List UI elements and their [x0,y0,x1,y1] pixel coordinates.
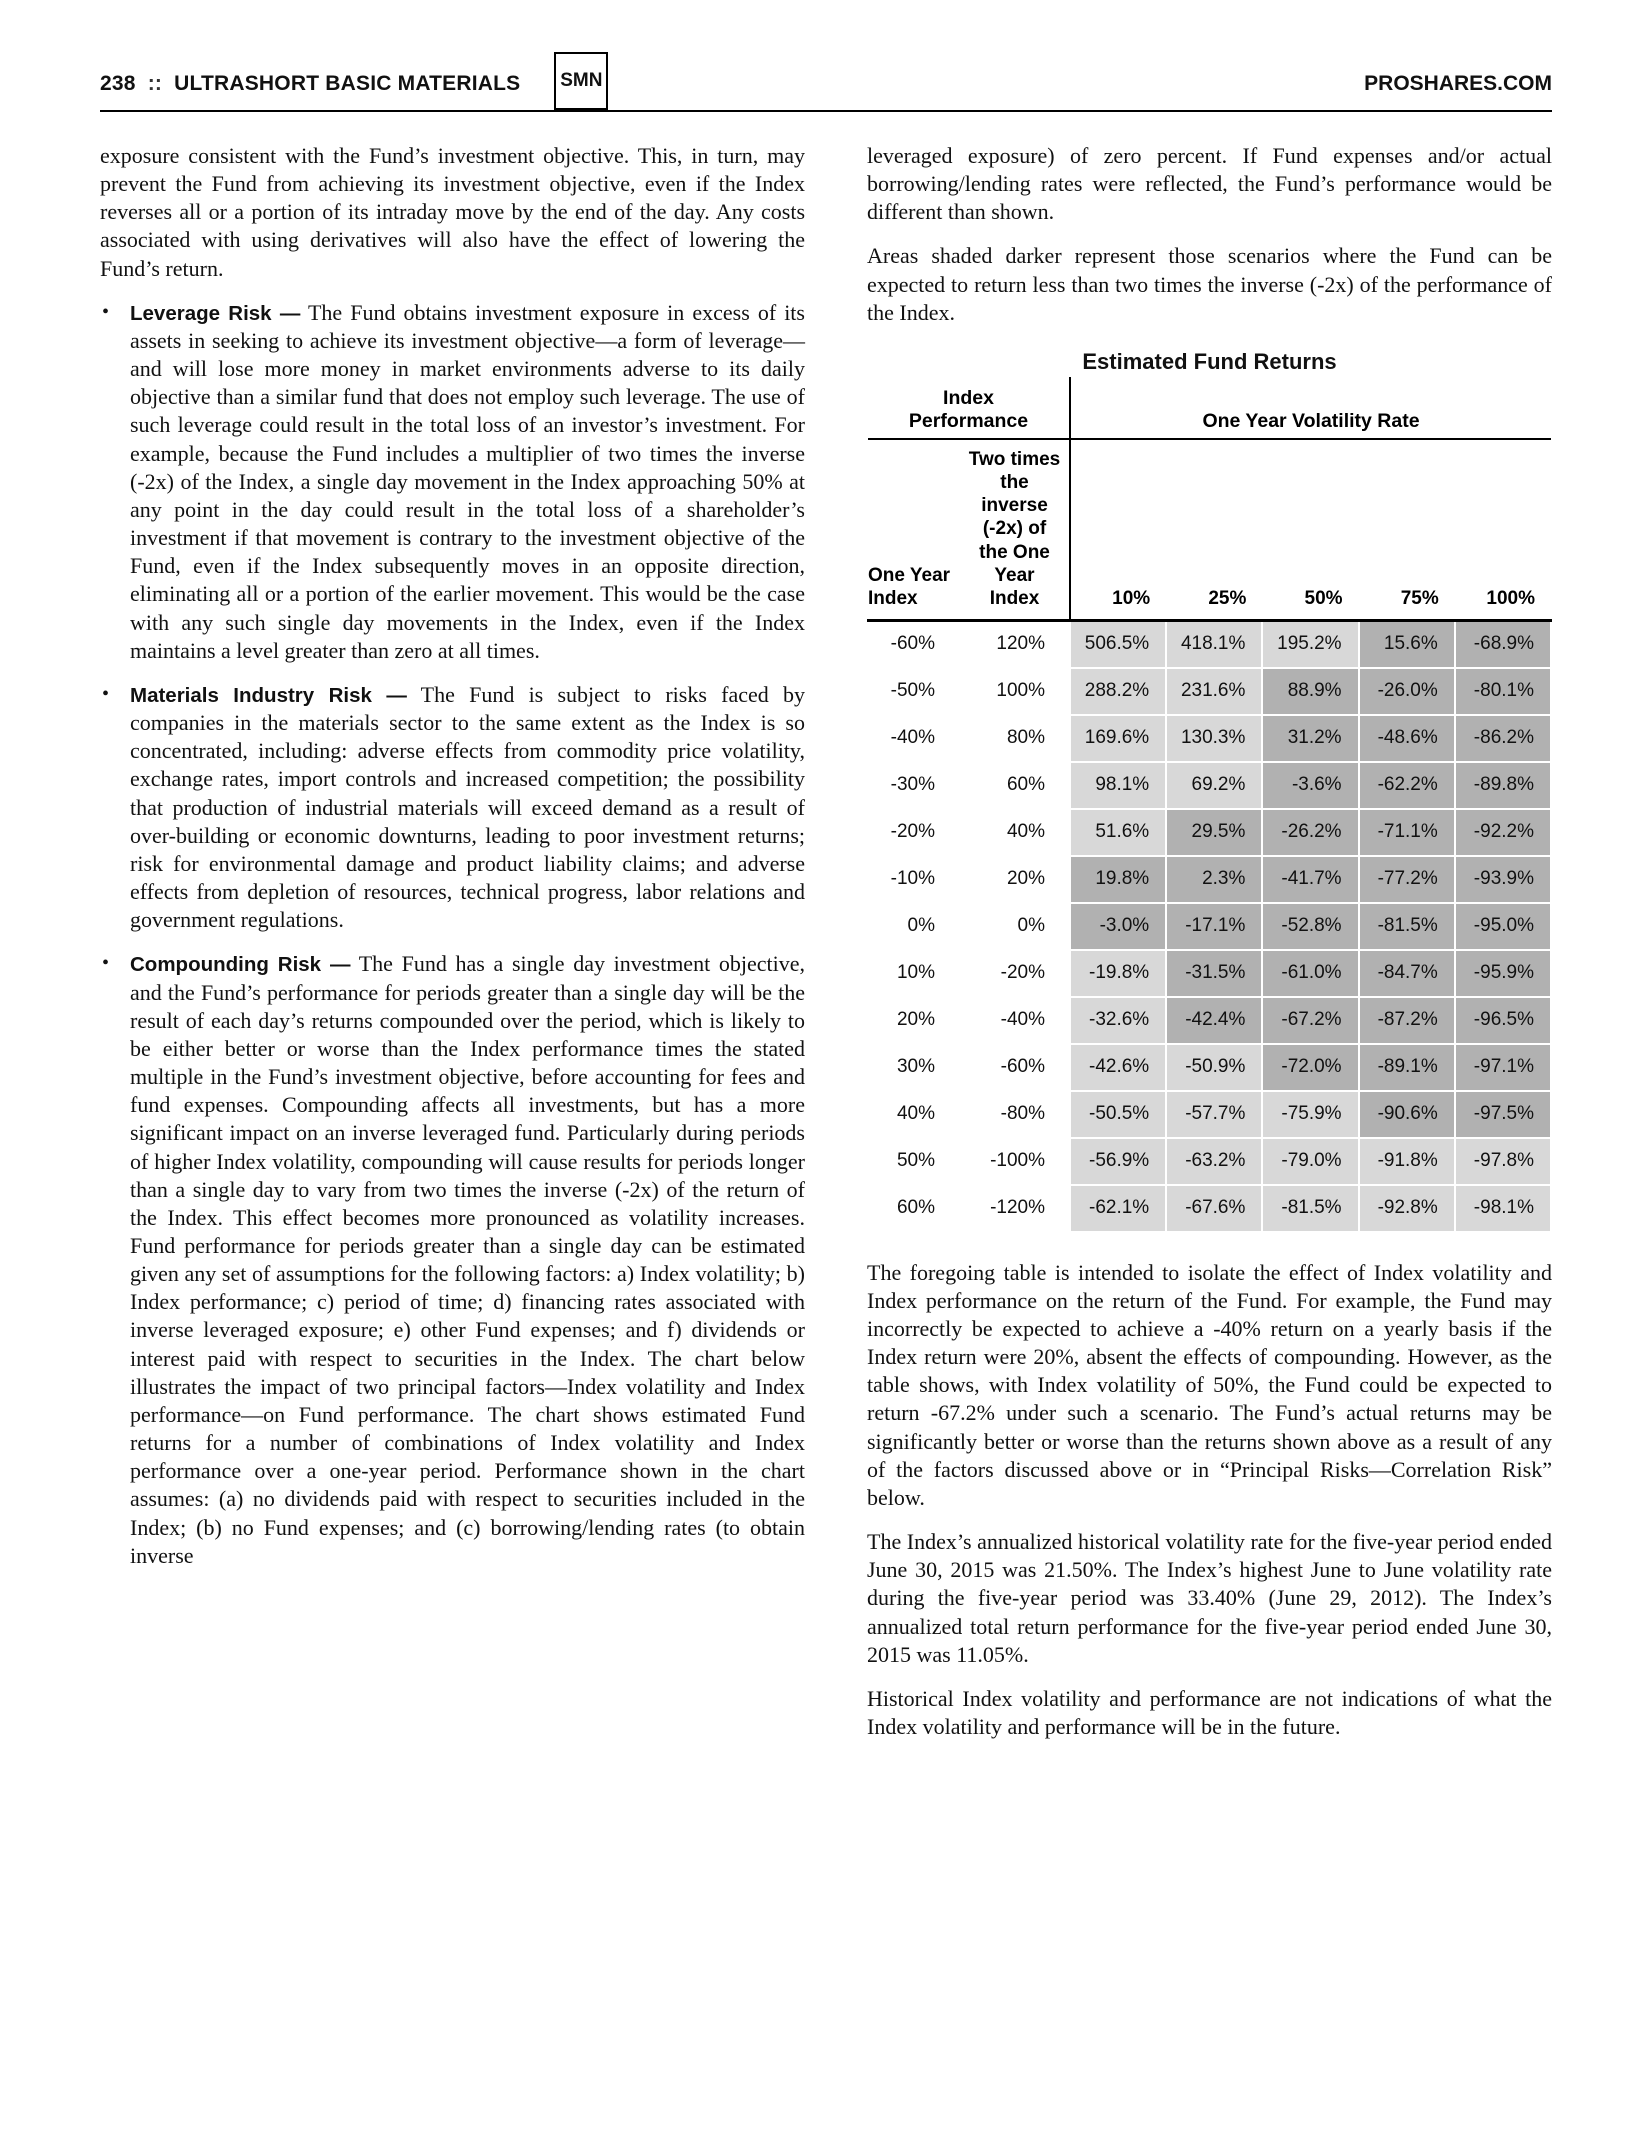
fund-returns-tbody [868,621,1551,1232]
index-performance-cell: 30% [868,1044,960,1091]
fund-return-cell: -81.5% [1359,903,1455,950]
compounding-risk-text: The Fund has a single day investment objective, and the Fund’s performance for periods greater than a single day will be the result of each day’s returns compounded over the period, which is likely to be either better or worse than the Index performance times the stated multiple in the Fund’s investment objective, before accounting for fees and fund expenses. Compounding affects all investments, but has a more significant impact on an inverse leveraged fund. Particularly during periods of higher Index volatility, compounding will cause results for periods longer than a single day to vary from two times the inverse (-2x) of the return of the Index. This effect becomes more pronounced as volatility increases. Fund performance for periods greater than a single day can be estimated given any set of assumptions for the following factors: a) Index volatility; b) Index performance; c) period of time; d) financing rates associated with inverse leveraged exposure; e) other Fund expenses; and f) dividends or interest paid with respect to securities in the Index. The chart below illustrates the impact of two principal factors—Index volatility and Index performance—on Fund performance. The chart shows estimated Fund returns for a number of combinations of Index volatility and Index performance over a one-year period. Performance shown in the chart assumes: (a) no dividends paid with respect to securities included in the Index; (b) no Fund expenses; and (c) borrowing/lending rates (to obtain inverse [130,951,805,1568]
inverse-target-cell: 60% [960,762,1070,809]
fund-return-cell: -89.1% [1359,1044,1455,1091]
inverse-target-cell: 100% [960,668,1070,715]
table-row [868,1091,1551,1138]
bullet-icon: • [102,300,110,323]
fund-return-cell: 195.2% [1262,621,1358,668]
index-performance-cell: -10% [868,856,960,903]
fund-return-cell: -67.2% [1262,997,1358,1044]
fund-return-cell: -80.1% [1455,668,1551,715]
inverse-target-cell: 80% [960,715,1070,762]
fund-return-cell: -71.1% [1359,809,1455,856]
fund-return-cell: -26.0% [1359,668,1455,715]
index-performance-cell: -40% [868,715,960,762]
fund-return-cell: -97.8% [1455,1138,1551,1185]
compounding-risk-paragraph [130,950,805,1570]
materials-risk-text: The Fund is subject to risks faced by companies in the materials sector to the same extent as the Index is so concentrated, including: adverse effects from commodity price volatility, exchange rates, import controls and increased competition; the possibility that production of industrial materials will exceed demand as a result of over-building or economic downturns, leading to poor investment returns; risk for environmental damage and product liability claims; and adverse effects from depletion of resources, technical progress, labor relations and government regulations. [130,681,805,933]
shading-note-paragraph: Areas shaded darker represent those scenarios where the Fund can be expected to return less than two times the inverse (-2x) of the performance of the Index. [867,243,1552,325]
fund-return-cell: -87.2% [1359,997,1455,1044]
fund-return-cell: -98.1% [1455,1185,1551,1232]
fund-return-cell: -86.2% [1455,715,1551,762]
fund-return-cell: 15.6% [1359,621,1455,668]
header-left [100,52,608,110]
bullet-icon: • [102,952,110,975]
left-column [100,142,805,1757]
fund-returns-table [867,377,1552,1233]
col-group-volatility-rate: One Year Volatility Rate [1070,377,1551,439]
leverage-risk-paragraph [130,299,805,665]
page-number: 238 [100,72,136,95]
fund-return-cell: 231.6% [1166,668,1262,715]
fund-return-cell: -62.1% [1070,1185,1166,1232]
col-header-one-year-index: One Year Index [868,439,960,621]
fund-return-cell: -50.5% [1070,1091,1166,1138]
table-row [868,809,1551,856]
fund-return-cell: -56.9% [1070,1138,1166,1185]
materials-risk-paragraph [130,681,805,934]
inverse-target-cell: 40% [960,809,1070,856]
fund-return-cell: -77.2% [1359,856,1455,903]
header-title-group [100,72,520,110]
column-header-row [868,439,1551,621]
fund-return-cell: -89.8% [1455,762,1551,809]
fund-return-cell: -52.8% [1262,903,1358,950]
table-row [868,621,1551,668]
page-header [100,52,1552,112]
fund-return-cell: 69.2% [1166,762,1262,809]
fund-return-cell: -31.5% [1166,950,1262,997]
inverse-target-cell: -100% [960,1138,1070,1185]
fund-return-cell: 169.6% [1070,715,1166,762]
inverse-target-cell: -120% [960,1185,1070,1232]
fund-return-cell: 418.1% [1166,621,1262,668]
col-header-two-times-inverse: Two times the inverse (-2x) of the One Year Index [960,439,1070,621]
index-performance-cell: 20% [868,997,960,1044]
fund-return-cell: 130.3% [1166,715,1262,762]
fund-return-cell: -92.8% [1359,1185,1455,1232]
materials-risk-lead: Materials Industry Risk — [130,683,407,707]
col-header-vol-10: 10% [1070,439,1166,621]
historical-volatility-paragraph: The Index’s annualized historical volatility rate for the five-year period ended June 30, 2015 was 21.50%. The Index’s highest June to June volatility rate during the five-year period was 33.40% (June 29, 2012). The Index’s annualized total return performance for the five-year period ended June 30, 2015 was 11.05%. [867,1529,1552,1667]
table-row [868,856,1551,903]
intro-paragraph: exposure consistent with the Fund’s investment objective. This, in turn, may prevent the Fund from achieving its investment objective, even if the Index reverses all or a portion of its intraday move by the end of the day. Any costs associated with using derivatives will also have the effect of lowering the Fund’s return. [100,143,805,281]
fund-return-cell: -42.6% [1070,1044,1166,1091]
fund-return-cell: -19.8% [1070,950,1166,997]
fund-return-cell: -32.6% [1070,997,1166,1044]
table-title: Estimated Fund Returns [1082,348,1337,374]
table-row [868,997,1551,1044]
fund-return-cell: -97.5% [1455,1091,1551,1138]
table-row [868,715,1551,762]
right-column [867,142,1552,1757]
ticker-box: SMN [554,52,608,110]
fund-return-cell: -90.6% [1359,1091,1455,1138]
table-row [868,1185,1551,1232]
fund-return-cell: 288.2% [1070,668,1166,715]
inverse-target-cell: 120% [960,621,1070,668]
inverse-target-cell: -60% [960,1044,1070,1091]
fund-return-cell: 506.5% [1070,621,1166,668]
fund-return-cell: -57.7% [1166,1091,1262,1138]
fund-return-cell: -3.0% [1070,903,1166,950]
index-performance-cell: 60% [868,1185,960,1232]
fund-return-cell: -42.4% [1166,997,1262,1044]
index-performance-cell: 50% [868,1138,960,1185]
fund-return-cell: 98.1% [1070,762,1166,809]
site-label: PROSHARES.COM [1364,72,1552,95]
group-header-row [868,377,1551,439]
table-row [868,950,1551,997]
inverse-target-cell: 20% [960,856,1070,903]
bullet-materials-industry-risk [100,681,805,934]
header-separator: :: [147,72,163,95]
leverage-risk-lead: Leverage Risk — [130,301,301,325]
fund-return-cell: -91.8% [1359,1138,1455,1185]
fund-return-cell: -63.2% [1166,1138,1262,1185]
index-performance-cell: -20% [868,809,960,856]
col-header-vol-50: 50% [1262,439,1358,621]
fund-return-cell: 29.5% [1166,809,1262,856]
fund-return-cell: -72.0% [1262,1044,1358,1091]
fund-return-cell: -95.9% [1455,950,1551,997]
fund-return-cell: -93.9% [1455,856,1551,903]
fund-return-cell: -79.0% [1262,1138,1358,1185]
index-performance-cell: -50% [868,668,960,715]
fund-return-cell: 2.3% [1166,856,1262,903]
inverse-target-cell: -80% [960,1091,1070,1138]
table-row [868,762,1551,809]
col-header-vol-25: 25% [1166,439,1262,621]
col-header-vol-75: 75% [1359,439,1455,621]
inverse-target-cell: -20% [960,950,1070,997]
leverage-risk-text: The Fund obtains investment exposure in excess of its assets in seeking to achieve its investment objective—a form of leverage—and will lose more money in market environments adverse to its daily objective than a similar fund that does not employ such leverage. The use of such leverage could result in the total loss of an investor’s investment. For example, because the Fund includes a multiplier of two times the inverse (-2x) of the Index, a single day movement in the Index approaching 50% at any point in the day could result in the total loss of a shareholder’s investment if that movement is contrary to the investment objective of the Fund, even if the Index subsequently moves in an opposite direction, eliminating all or a portion of the earlier movement. This would be the case with any such single day movements in the Index, even if the Index maintains a level greater than zero at all times. [130,299,805,663]
inverse-target-cell: 0% [960,903,1070,950]
fund-return-cell: -92.2% [1455,809,1551,856]
bullet-compounding-risk [100,950,805,1570]
disclaimer-paragraph: Historical Index volatility and performance are not indications of what the Index volatility and performance will be in the future. [867,1685,1552,1739]
fund-return-cell: -84.7% [1359,950,1455,997]
bullet-icon: • [102,682,110,705]
continuation-paragraph: leveraged exposure) of zero percent. If Fund expenses and/or actual borrowing/lending rates were reflected, the Fund’s performance would be different than shown. [867,143,1552,225]
fund-return-cell: -50.9% [1166,1044,1262,1091]
fund-return-cell: -95.0% [1455,903,1551,950]
fund-return-cell: 88.9% [1262,668,1358,715]
fund-return-cell: -96.5% [1455,997,1551,1044]
table-explanation-paragraph: The foregoing table is intended to isolate the effect of Index volatility and Index performance on the return of the Fund. For example, the Fund may incorrectly be expected to achieve a -40% return on a yearly basis if the Index return were 20%, absent the effects of compounding. However, as the table shows, with Index volatility of 50%, the Fund could be expected to return -67.2% under such a scenario. The Fund’s actual returns may be significantly better or worse than the returns shown above as a result of any of the factors discussed above or in “Principal Risks—Correlation Risk” below. [867,1259,1552,1510]
col-header-vol-100: 100% [1455,439,1551,621]
fund-title: ULTRASHORT BASIC MATERIALS [174,72,521,95]
table-row [868,903,1551,950]
table-head [868,377,1551,621]
fund-return-cell: -48.6% [1359,715,1455,762]
fund-return-cell: -68.9% [1455,621,1551,668]
index-performance-cell: 0% [868,903,960,950]
fund-return-cell: -61.0% [1262,950,1358,997]
content-columns [100,142,1552,1757]
fund-return-cell: -67.6% [1166,1185,1262,1232]
fund-return-cell: -97.1% [1455,1044,1551,1091]
fund-return-cell: -17.1% [1166,903,1262,950]
fund-return-cell: -26.2% [1262,809,1358,856]
fund-return-cell: -3.6% [1262,762,1358,809]
inverse-target-cell: -40% [960,997,1070,1044]
table-row [868,668,1551,715]
fund-return-cell: -62.2% [1359,762,1455,809]
bullet-leverage-risk [100,299,805,665]
col-group-index-performance: Index Performance [868,377,1070,439]
fund-return-cell: 31.2% [1262,715,1358,762]
index-performance-cell: -60% [868,621,960,668]
fund-return-cell: 19.8% [1070,856,1166,903]
table-row [868,1044,1551,1091]
index-performance-cell: -30% [868,762,960,809]
table-row [868,1138,1551,1185]
compounding-risk-lead: Compounding Risk — [130,953,351,977]
fund-return-cell: 51.6% [1070,809,1166,856]
index-performance-cell: 40% [868,1091,960,1138]
index-performance-cell: 10% [868,950,960,997]
fund-return-cell: -41.7% [1262,856,1358,903]
fund-return-cell: -75.9% [1262,1091,1358,1138]
fund-return-cell: -81.5% [1262,1185,1358,1232]
